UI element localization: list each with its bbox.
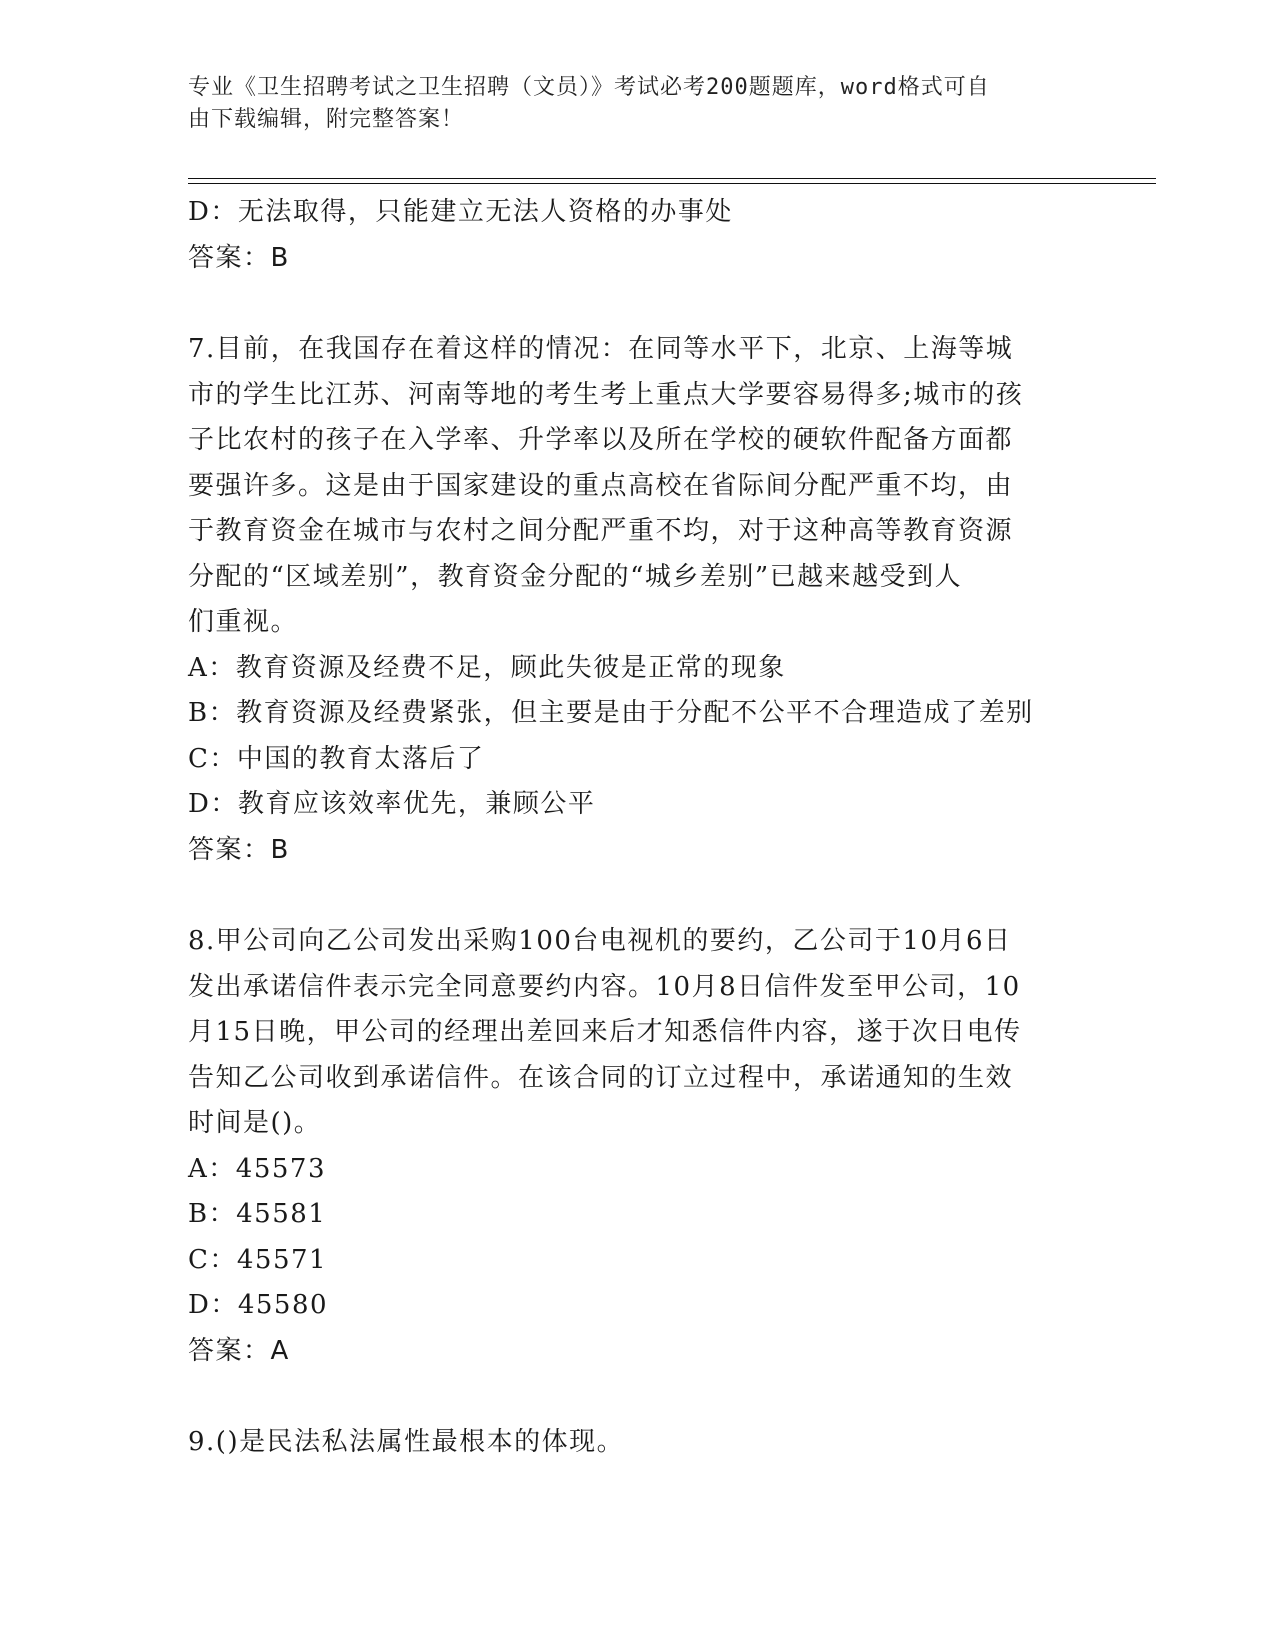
q7-stem-line: 们重视。 [188, 607, 299, 637]
q7-option-b: B：教育资源及经费紧张，但主要是由于分配不公平不合理造成了差别 [188, 698, 1034, 728]
q8-option-b: B：45581 [188, 1199, 327, 1229]
q8-option-a: A：45573 [188, 1153, 326, 1184]
q8-stem-line: 告知乙公司收到承诺信件。在该合同的订立过程中，承诺通知的生效 [188, 1062, 1014, 1093]
document-header [188, 72, 1068, 136]
q8-answer: 答案：A [188, 1335, 290, 1366]
question-9 [188, 1420, 1068, 1466]
question-6-tail [188, 190, 1068, 281]
spacer [188, 281, 1068, 327]
spacer [188, 1374, 1068, 1420]
q7-stem-line: 要强许多。这是由于国家建设的重点高校在省际间分配严重不均，由 [188, 470, 1014, 501]
q7-answer: 答案：B [188, 834, 290, 865]
header-line-1: 专业《卫生招聘考试之卫生招聘（文员）》考试必考200题题库，word格式可自 [188, 75, 990, 100]
question-8 [188, 919, 1068, 1374]
header-rule-top [188, 178, 1156, 179]
q8-stem-line: 发出承诺信件表示完全同意要约内容。10月8日信件发至甲公司，10 [188, 971, 1021, 1002]
q8-option-d: D：45580 [188, 1290, 329, 1320]
q7-option-d: D：教育应该效率优先，兼顾公平 [188, 789, 596, 819]
header-rule-bottom [188, 183, 1156, 184]
q6-option-d: D：无法取得，只能建立无法人资格的办事处 [188, 197, 733, 227]
q7-option-c: C：中国的教育太落后了 [188, 743, 485, 774]
q7-stem-line: 子比农村的孩子在入学率、升学率以及所在学校的硬软件配备方面都 [188, 425, 1014, 455]
header-line-2: 由下载编辑，附完整答案！ [188, 107, 465, 132]
q9-stem-line: 9.()是民法私法属性最根本的体现。 [188, 1427, 625, 1457]
q6-answer: 答案：B [188, 242, 290, 273]
q8-option-c: C：45571 [188, 1244, 328, 1275]
question-7 [188, 327, 1068, 873]
document-body [188, 190, 1068, 1466]
spacer [188, 873, 1068, 919]
q7-stem-line: 7.目前，在我国存在着这样的情况：在同等水平下，北京、上海等城 [188, 334, 1014, 364]
q7-stem-line: 于教育资金在城市与农村之间分配严重不均，对于这种高等教育资源 [188, 516, 1014, 546]
q7-option-a: A：教育资源及经费不足，顾此失彼是正常的现象 [188, 652, 786, 683]
q8-stem-line: 8.甲公司向乙公司发出采购100台电视机的要约，乙公司于10月6日 [188, 926, 1012, 956]
q7-stem-line: 分配的“区域差别”，教育资金分配的“城乡差别”已越来越受到人 [188, 561, 963, 592]
q8-stem-line: 月15日晚，甲公司的经理出差回来后才知悉信件内容，遂于次日电传 [188, 1017, 1022, 1047]
q8-stem-line: 时间是()。 [188, 1108, 322, 1138]
q7-stem-line: 市的学生比江苏、河南等地的考生考上重点大学要容易得多;城市的孩 [188, 379, 1024, 410]
